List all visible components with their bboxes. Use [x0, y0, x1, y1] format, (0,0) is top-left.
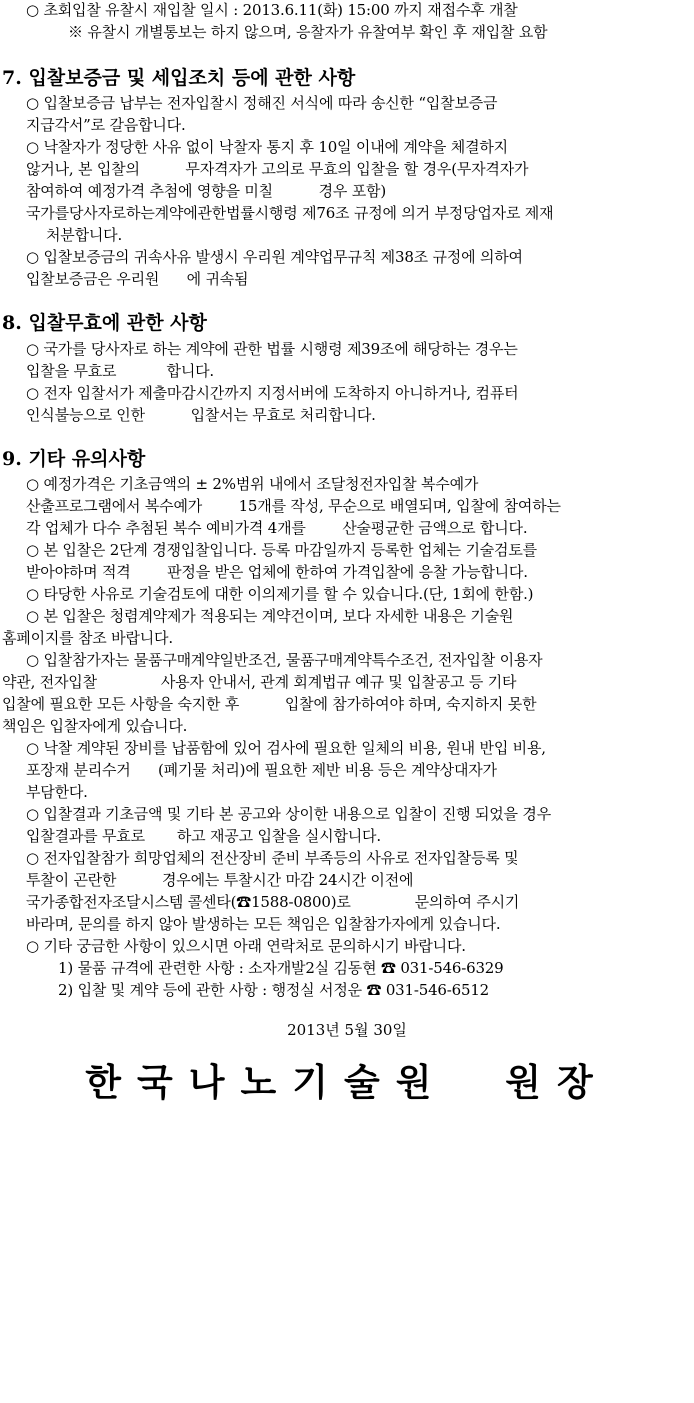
section-9-line: 바라며, 문의를 하지 않아 발생하는 모든 책임은 입찰참가자에게 있습니다.	[26, 915, 501, 933]
section-7-line: 않거나, 본 입찰의 무자격자가 고의로 무효의 입찰을 할 경우(무자격자가	[26, 160, 529, 178]
section-9-line: ○ 입찰결과 기초금액 및 기타 본 공고와 상이한 내용으로 입찰이 진행 되었을 경우	[26, 805, 551, 823]
section-9-line: ○ 본 입찰은 2단계 경쟁입찰입니다. 등록 마감일까지 등록한 업체는 기술검토를	[26, 541, 537, 559]
section-8-line: ○ 전자 입찰서가 제출마감시간까지 지정서버에 도착하지 아니하거나, 컴퓨터	[26, 384, 519, 402]
section-9-line: ○ 전자입찰참가 희망업체의 전산장비 준비 부족등의 사유로 전자입찰등록 및	[26, 849, 519, 867]
section-7-line: 지급각서”로 갈음합니다.	[26, 116, 186, 134]
section-9-line: ○ 기타 궁금한 사항이 있으시면 아래 연락처로 문의하시기 바랍니다.	[26, 937, 466, 955]
section-9-line: 부담한다.	[26, 783, 88, 801]
section-9-line: 홈페이지를 참조 바랍니다.	[2, 629, 173, 647]
section-9-line: ○ 예정가격은 기초금액의 ± 2%범위 내에서 조달청전자입찰 복수예가	[26, 475, 479, 493]
section-7-line: ○ 입찰보증금의 귀속사유 발생시 우리원 계약업무규칙 제38조 규정에 의하여	[26, 248, 523, 266]
announcement-date: 2013년 5월 30일	[287, 1021, 407, 1039]
section-9-line: 입찰에 필요한 모든 사항을 숙지한 후 입찰에 참가하여야 하며, 숙지하지 못한	[2, 695, 537, 713]
section-9-line: 받아야하며 적격 판정을 받은 업체에 한하여 가격입찰에 응찰 가능합니다.	[26, 563, 528, 581]
section-9-heading: 9. 기타 유의사항	[2, 448, 146, 470]
section-9-line: 국가종합전자조달시스템 콜센타(☎1588-0800)로 문의하여 주시기	[26, 893, 520, 911]
rebid-notice-line: ※ 유찰시 개별통보는 하지 않으며, 응찰자가 유찰여부 확인 후 재입찰 요함	[68, 23, 548, 41]
section-9-line: 투찰이 곤란한 경우에는 투찰시간 마감 24시간 이전에	[26, 871, 414, 889]
contact-contract-line: 2) 입찰 및 계약 등에 관한 사항 : 행정실 서정운 ☎ 031-546-6512	[58, 981, 490, 999]
section-9-line: 입찰결과를 무효로 하고 재공고 입찰을 실시합니다.	[26, 827, 381, 845]
section-9-line: 포장재 분리수거 (폐기물 처리)에 필요한 제반 비용 등은 계약상대자가	[26, 761, 497, 779]
rebid-schedule-line: ○ 초회입찰 유찰시 재입찰 일시 : 2013.6.11(화) 15:00 까지 재접수후 개찰	[26, 1, 518, 19]
section-7-line: 참여하여 예정가격 추첨에 영향을 미칠 경우 포함)	[26, 182, 386, 200]
section-8-line: 인식불능으로 인한 입찰서는 무효로 처리합니다.	[26, 406, 376, 424]
section-7-heading: 7. 입찰보증금 및 세입조치 등에 관한 사항	[2, 67, 356, 89]
section-7-line: 국가를당사자로하는계약에관한법률시행령 제76조 규정에 의거 부정당업자로 제재	[26, 204, 554, 222]
section-9-line: 책임은 입찰자에게 있습니다.	[2, 717, 188, 735]
section-9-line: ○ 본 입찰은 청렴계약제가 적용되는 계약건이며, 보다 자세한 내용은 기술원	[26, 607, 514, 625]
section-9-line: ○ 타당한 사유로 기술검토에 대한 이의제기를 할 수 있습니다.(단, 1회에 한함.)	[26, 585, 534, 603]
section-9-line: ○ 입찰참가자는 물품구매계약일반조건, 물품구매계약특수조건, 전자입찰 이용자	[26, 651, 543, 669]
section-7-line: 처분합니다.	[46, 226, 123, 244]
section-9-line: 약관, 전자입찰 사용자 안내서, 관계 회계법규 예규 및 입찰공고 등 기타	[2, 673, 517, 691]
contact-spec-line: 1) 물품 규격에 관련한 사항 : 소자개발2실 김동현 ☎ 031-546-6329	[58, 959, 504, 977]
section-8-heading: 8. 입찰무효에 관한 사항	[2, 312, 207, 334]
section-9-line: 산출프로그램에서 복수예가 15개를 작성, 무순으로 배열되며, 입찰에 참여하는	[26, 497, 561, 515]
section-8-line: ○ 국가를 당사자로 하는 계약에 관한 법률 시행령 제39조에 해당하는 경우는	[26, 340, 518, 358]
issuer-signature: 한국나노기술원 원장	[85, 1060, 609, 1104]
section-7-line: ○ 낙찰자가 정당한 사유 없이 낙찰자 통지 후 10일 이내에 계약을 체결하지	[26, 138, 508, 156]
section-8-line: 입찰을 무효로 합니다.	[26, 362, 214, 380]
section-9-line: ○ 낙찰 계약된 장비를 납품함에 있어 검사에 필요한 일체의 비용, 원내 반입 비용,	[26, 739, 546, 757]
section-7-line: 입찰보증금은 우리원 에 귀속됨	[26, 270, 249, 288]
section-9-line: 각 업체가 다수 추첨된 복수 예비가격 4개를 산술평균한 금액으로 합니다.	[26, 519, 528, 537]
section-7-line: ○ 입찰보증금 납부는 전자입찰시 정해진 서식에 따라 송신한 “입찰보증금	[26, 94, 498, 112]
